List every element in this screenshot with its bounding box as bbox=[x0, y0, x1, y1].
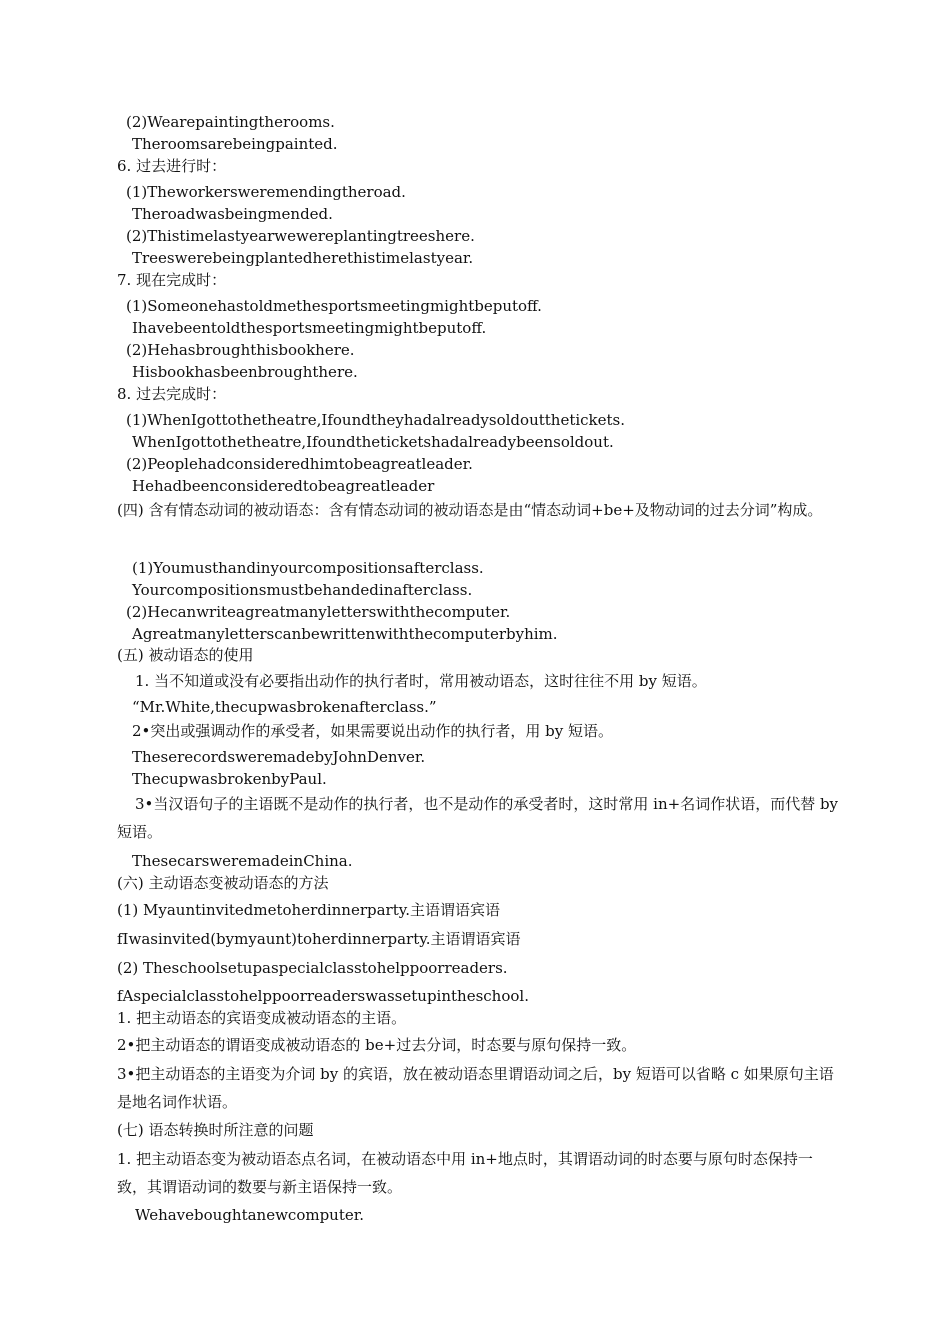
section-heading: (六) 主动语态变被动语态的方法 bbox=[117, 874, 329, 892]
section-heading: (五) 被动语态的使用 bbox=[117, 646, 254, 664]
example-sentence: fIwasinvited(bymyaunt)toherdinnerparty.主语谓语宾语 bbox=[117, 930, 521, 948]
example-sentence: (1)WhenIgottothetheatre,Ifoundtheyhadalreadysoldoutthetickets. bbox=[126, 411, 626, 429]
example-sentence: (2)Hehasbroughthisbookhere. bbox=[126, 341, 355, 359]
example-sentence: Yourcompositionsmustbehandedinafterclass. bbox=[132, 581, 473, 599]
example-sentence: (2)Peoplehadconsideredhimtobeagreatleader. bbox=[126, 455, 473, 473]
example-sentence: (1)Youmusthandinyourcompositionsafterclass. bbox=[132, 559, 484, 577]
example-sentence: (2)Thistimelastyearwewereplantingtreeshere. bbox=[126, 227, 475, 245]
rule-item: 3•把主动语态的主语变为介词 by 的宾语，放在被动语态里谓语动词之后，by 短语可以省略 c 如果原句主语是地名词作状语。 bbox=[117, 1065, 834, 1111]
rule-item: 3•当汉语句子的主语既不是动作的执行者，也不是动作的承受者时，这时常用 in+名词作状语，而代替 by 短语。 bbox=[117, 795, 839, 841]
example-sentence: TheserecordsweremadebyJohnDenver. bbox=[132, 748, 426, 766]
example-sentence: (1)Someonehastoldmethesportsmeetingmightbeputoff. bbox=[126, 297, 542, 315]
section-heading: (七) 语态转换时所注意的问题 bbox=[117, 1121, 314, 1139]
example-sentence: fAspecialclasstohelppoorreaderswassetupintheschool. bbox=[117, 987, 529, 1005]
example-sentence: Theroadwasbeingmended. bbox=[132, 205, 333, 223]
example-sentence: (2) Theschoolsetupaspecialclasstohelppoorreaders. bbox=[117, 959, 508, 977]
section-heading: 7. 现在完成时： bbox=[117, 271, 227, 289]
example-sentence: Treeswerebeingplantedherethistimelastyear. bbox=[132, 249, 474, 267]
example-sentence: WhenIgottothetheatre,Ifoundtheticketshadalreadybeensoldout. bbox=[132, 433, 614, 451]
example-sentence: Wehaveboughtanewcomputer. bbox=[135, 1206, 365, 1224]
rule-item: 2•突出或强调动作的承受者，如果需要说出动作的执行者，用 by 短语。 bbox=[132, 722, 614, 740]
section-paragraph: (四) 含有情态动词的被动语态：含有情态动词的被动语态是由“情态动词+be+及物动词的过去分词”构成。 bbox=[117, 501, 823, 519]
example-sentence: Theroomsarebeingpainted. bbox=[132, 135, 338, 153]
rule-item: 1. 把主动语态变为被动语态点名词，在被动语态中用 in+地点时，其谓语动词的时态要与原句时态保持一致，其谓语动词的数要与新主语保持一致。 bbox=[117, 1150, 813, 1196]
example-sentence: (1) Myauntinvitedmetoherdinnerparty.主语谓语宾语 bbox=[117, 901, 501, 919]
example-sentence: Hehadbeenconsideredtobeagreatleader bbox=[132, 477, 435, 495]
example-sentence: Agreatmanyletterscanbewrittenwiththecomputerbyhim. bbox=[132, 625, 558, 643]
example-sentence: Hisbookhasbeenbroughthere. bbox=[132, 363, 358, 381]
rule-item: 1. 当不知道或没有必要指出动作的执行者时，常用被动语态，这时往往不用 by 短语。 bbox=[135, 672, 707, 690]
example-sentence: (1)Theworkersweremendingtheroad. bbox=[126, 183, 406, 201]
section-heading: 8. 过去完成时： bbox=[117, 385, 227, 403]
example-sentence: ThesecarsweremadeinChina. bbox=[132, 852, 353, 870]
example-sentence: (2)Wearepaintingtherooms. bbox=[126, 113, 335, 131]
example-sentence: Ihavebeentoldthesportsmeetingmightbeputoff. bbox=[132, 319, 487, 337]
rule-item: 2•把主动语态的谓语变成被动语态的 be+过去分词，时态要与原句保持一致。 bbox=[117, 1036, 637, 1054]
example-sentence: ThecupwasbrokenbyPaul. bbox=[132, 770, 327, 788]
example-sentence: (2)Hecanwriteagreatmanyletterswiththecomputer. bbox=[126, 603, 511, 621]
example-sentence: “Mr.White,thecupwasbrokenafterclass.” bbox=[132, 698, 437, 716]
section-heading: 6. 过去进行时： bbox=[117, 157, 227, 175]
rule-item: 1. 把主动语态的宾语变成被动语态的主语。 bbox=[117, 1009, 407, 1027]
